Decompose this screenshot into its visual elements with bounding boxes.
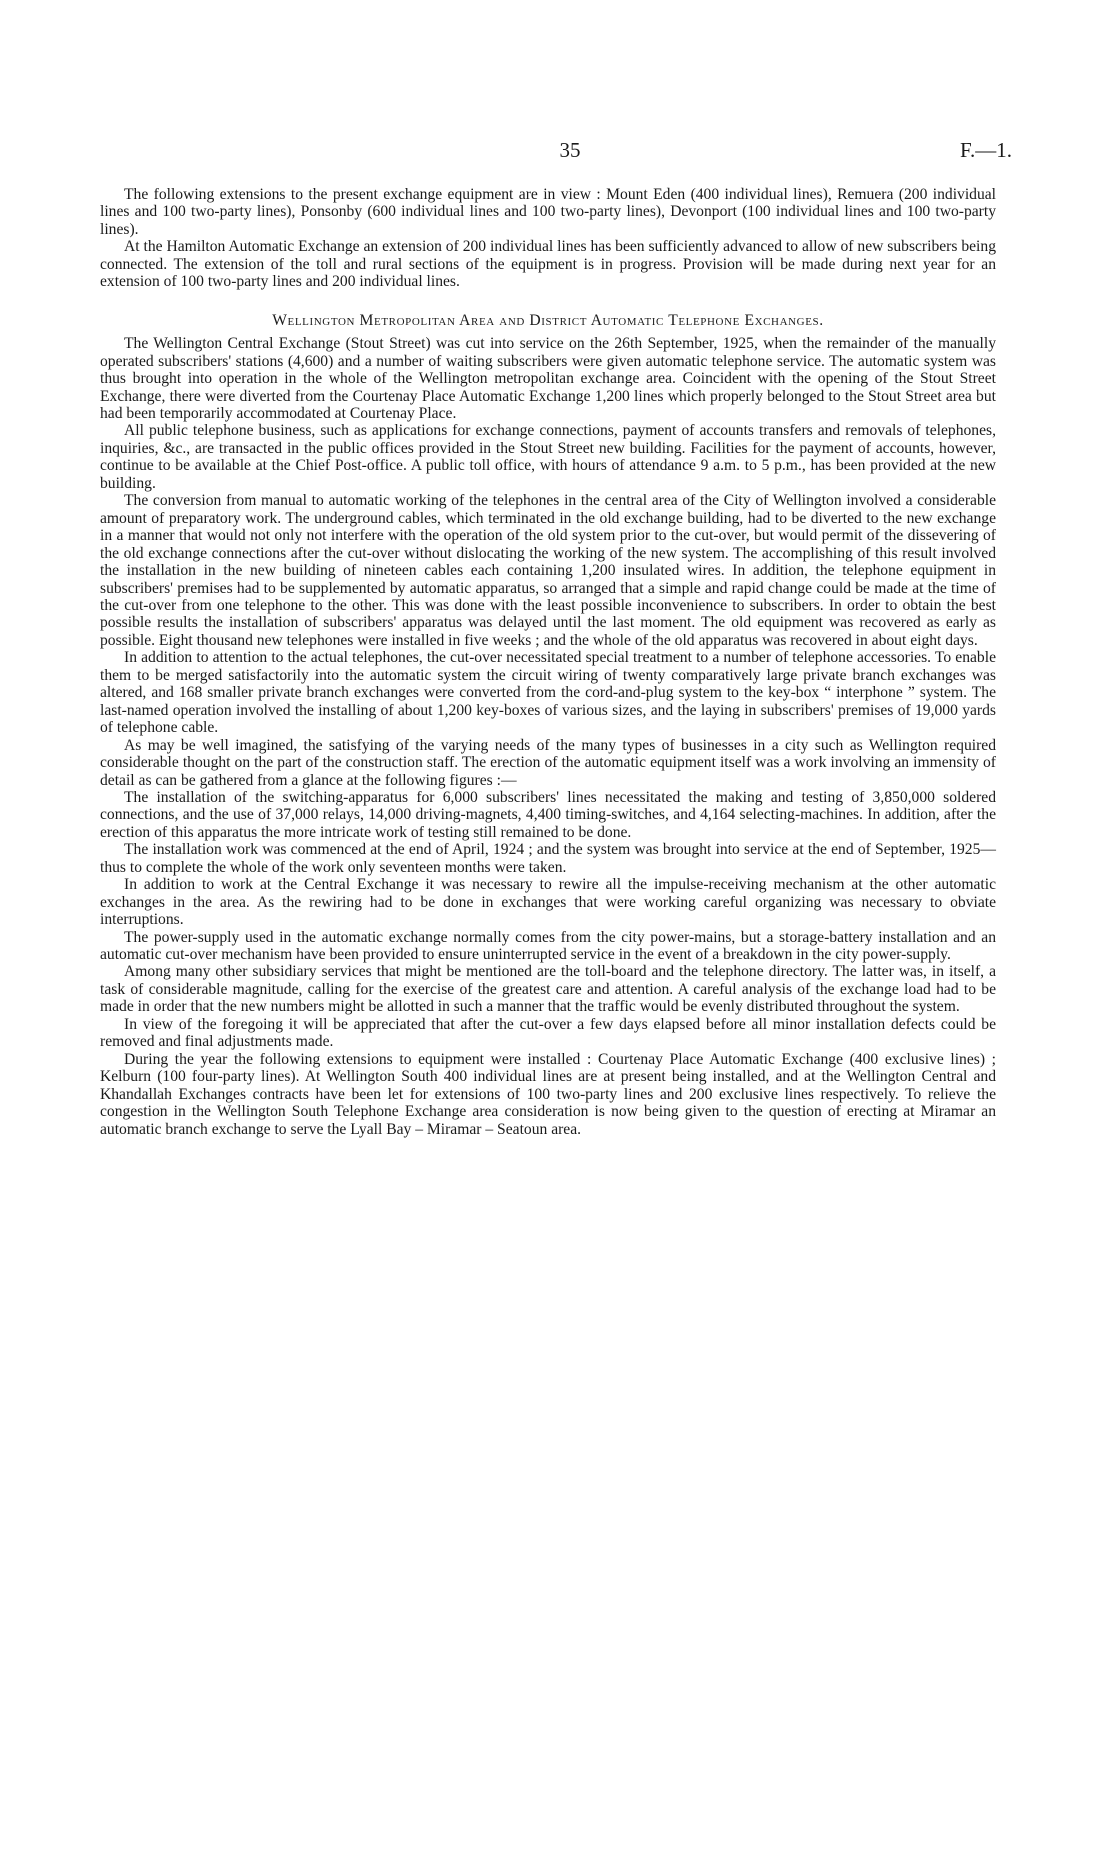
section-paragraph: In addition to work at the Central Exchange it was necessary to rewire all the impulse-receiving mechanism at the other automatic exchanges in the area. As the rewiring had to be done in exchanges that were working careful organizing was necessary to obviate interruptions. <box>100 876 996 929</box>
section-paragraph: The power-supply used in the automatic exchange normally comes from the city power-mains, but a storage-battery installation and an automatic cut-over mechanism have been provided to ensure uninterrupted service in the event of a breakdown in the city power-supply. <box>100 928 996 964</box>
intro-paragraph: At the Hamilton Automatic Exchange an extension of 200 individual lines has been sufficiently advanced to allow of new subscribers being connected. The extension of the toll and rural sections of the equipment is in progress. Provision will be made during next year for an extension of 100 two-party lines and 200 individual lines. <box>100 238 996 291</box>
document-reference: F.—1. <box>960 138 1012 162</box>
section-paragraph: In addition to attention to the actual telephones, the cut-over necessitated special treatment to a number of telephone accessories. To enable them to be merged satisfactorily into the automatic system the circuit wiring of twenty comparatively large private branch exchanges was altered, and 168 smaller private branch exchanges were converted from the cord-and-plug system to the key-box “ interphone ” system. The last-named operation involved the installing of about 1,200 key-boxes of various sizes, and the laying in subscribers' premises of 19,000 yards of telephone cable. <box>100 649 996 737</box>
section-paragraph: The installation work was commenced at the end of April, 1924 ; and the system was brought into service at the end of September, 1925—thus to complete the whole of the work only seventeen months were taken. <box>100 841 996 876</box>
section-paragraph: The Wellington Central Exchange (Stout Street) was cut into service on the 26th September, 1925, when the remainder of the manually operated subscribers' stations (4,600) and a number of waiting subscribers were given automatic telephone service. The automatic system was thus brought into operation in the whole of the Wellington metropolitan exchange area. Coincident with the opening of the Stout Street Exchange, there were diverted from the Courtenay Place Automatic Exchange 1,200 lines which properly belonged to the Stout Street area but had been temporarily accommodated at Courtenay Place. <box>100 335 996 422</box>
section-paragraph: Among many other subsidiary services that might be mentioned are the toll-board and the telephone directory. The latter was, in itself, a task of considerable magnitude, calling for the exercise of the greatest care and attention. A careful analysis of the exchange load had to be made in order that the new numbers might be allotted in such a manner that the traffic would be evenly distributed throughout the system. <box>100 963 996 1016</box>
section-paragraph: During the year the following extensions to equipment were installed : Courtenay Place Automatic Exchange (400 exclusive lines) ; Kelburn (100 four-party lines). At Wellington South 400 individual lines are at present being installed, and at the Wellington Central and Khandallah Exchanges contracts have been let for extensions of 100 two-party lines and 200 exclusive lines respectively. To relieve the congestion in the Wellington South Telephone Exchange area consideration is now being given to the question of erecting at Miramar an automatic branch exchange to serve the Lyall Bay – Miramar – Seatoun area. <box>100 1050 996 1138</box>
section-paragraph: All public telephone business, such as applications for exchange connections, payment of accounts transfers and removals of telephones, inquiries, &c., are transacted in the public offices provided in the Stout Street new building. Facilities for the payment of accounts, however, continue to be available at the Chief Post-office. A public toll office, with hours of attendance 9 a.m. to 5 p.m., has been provided at the new building. <box>100 422 996 492</box>
page-header <box>150 138 1012 168</box>
section-heading: Wellington Metropolitan Area and District Automatic Telephone Exchanges. <box>272 311 824 329</box>
section-paragraph: As may be well imagined, the satisfying of the varying needs of the many types of businesses in a city such as Wellington required considerable thought on the part of the construction staff. The erection of the automatic equipment itself was a work involving an immensity of detail as can be gathered from a glance at the following figures :— <box>100 736 996 789</box>
intro-paragraph: The following extensions to the present exchange equipment are in view : Mount Eden (400 individual lines), Remuera (200 individual lines and 100 two-party lines), Ponsonby (600 individual lines and 100 two-party lines), Devonport (100 individual lines and 100 two-party lines). <box>100 186 996 238</box>
page-number: 35 <box>559 138 581 162</box>
section-paragraph: The conversion from manual to automatic working of the telephones in the central area of the City of Wellington involved a considerable amount of preparatory work. The underground cables, which terminated in the old exchange building, had to be diverted to the new exchange in a manner that would not only not interfere with the operation of the old system prior to the cut-over, but would permit of the dissevering of the old exchange connections after the cut-over without dislocating the working of the new system. The accomplishing of this result involved the installation in the new building of nineteen cables each containing 1,200 insulated wires. In addition, the telephone equipment in subscribers' premises had to be supplemented by automatic apparatus, so arranged that a simple and rapid change could be made at the time of the cut-over from one telephone to the other. This was done with the least possible inconvenience to subscribers. In order to obtain the best possible results the installation of subscribers' apparatus was delayed until the last moment. The old equipment was recovered as early as possible. Eight thousand new telephones were installed in five weeks ; and the whole of the old apparatus was recovered in about eight days. <box>100 492 996 649</box>
section-paragraph: The installation of the switching-apparatus for 6,000 subscribers' lines necessitated the making and testing of 3,850,000 soldered connections, and the use of 37,000 relays, 14,000 driving-magnets, 4,400 timing-switches, and 4,164 selecting-machines. In addition, after the erection of this apparatus the more intricate work of testing still remained to be done. <box>100 788 996 841</box>
section-paragraph: In view of the foregoing it will be appreciated that after the cut-over a few days elapsed before all minor installation defects could be removed and final adjustments made. <box>100 1015 996 1051</box>
body-text <box>100 186 996 1138</box>
